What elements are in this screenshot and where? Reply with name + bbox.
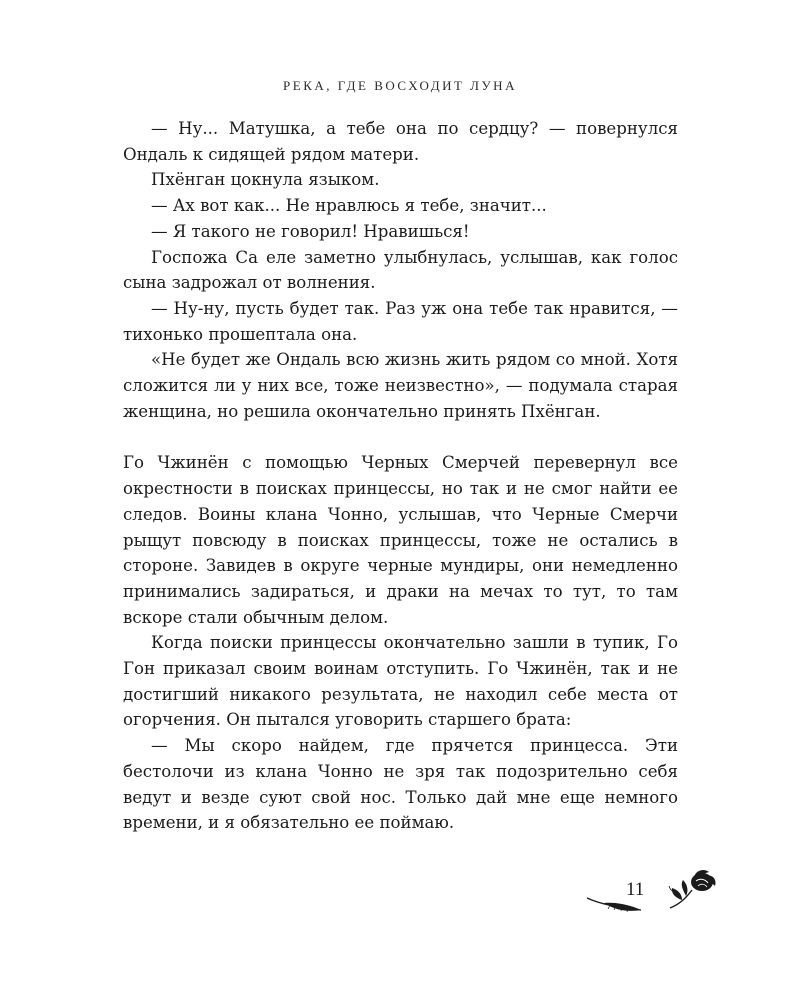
page-number: 11	[626, 879, 645, 900]
paragraph: — Ах вот как... Не нравлюсь я тебе, значит...	[151, 196, 547, 216]
paragraph: — Я такого не говорил! Нравишься!	[151, 221, 470, 241]
paragraph: Пхёнган цокнула языком.	[151, 170, 380, 190]
page-body	[123, 116, 678, 836]
paragraph: — Мы скоро найдем, где прячется принцесса. Эти бестолочи из клана Чонно не зря так подозрительно себя ведут и везде суют свой нос. Только дай мне еще немного времени, и я обязательно ее поймаю.	[123, 736, 678, 833]
section-break	[123, 424, 678, 450]
paragraph: — Ну-ну, пусть будет так. Раз уж она тебе так нравится, — тихонько прошептала она.	[123, 298, 678, 344]
paragraph: Когда поиски принцессы окончательно зашли в тупик, Го Гон приказал своим воинам отступить. Го Чжинён, так и не достигший никакого результата, не находил себе места от огорчения. Он пытался уговорить старшего брата:	[123, 633, 678, 730]
paragraph: «Не будет же Ондаль всю жизнь жить рядом со мной. Хотя сложится ли у них все, тоже неизвестно», — подумала старая женщина, но решила окончательно принять Пхёнган.	[123, 350, 678, 421]
paragraph: Госпожа Са еле заметно улыбнулась, услышав, как голос сына задрожал от волнения.	[123, 247, 678, 293]
paragraph: Го Чжинён с помощью Черных Смерчей перевернул все окрестности в поисках принцессы, но так и не смог найти ее следов. Воины клана Чонно, услышав, что Черные Смерчи рыщут повсюду в поисках принцессы, тоже не остались в стороне. Завидев в округе черные мундиры, они немедленно принимались задираться, и драки на мечах то тут, то там вскоре стали обычным делом.	[123, 453, 678, 627]
running-title: РЕКА, ГДЕ ВОСХОДИТ ЛУНА	[283, 78, 517, 93]
flower-icon	[668, 868, 718, 910]
paragraph: — Ну... Матушка, а тебе она по сердцу? — повернулся Ондаль к сидящей рядом матери.	[123, 119, 678, 164]
